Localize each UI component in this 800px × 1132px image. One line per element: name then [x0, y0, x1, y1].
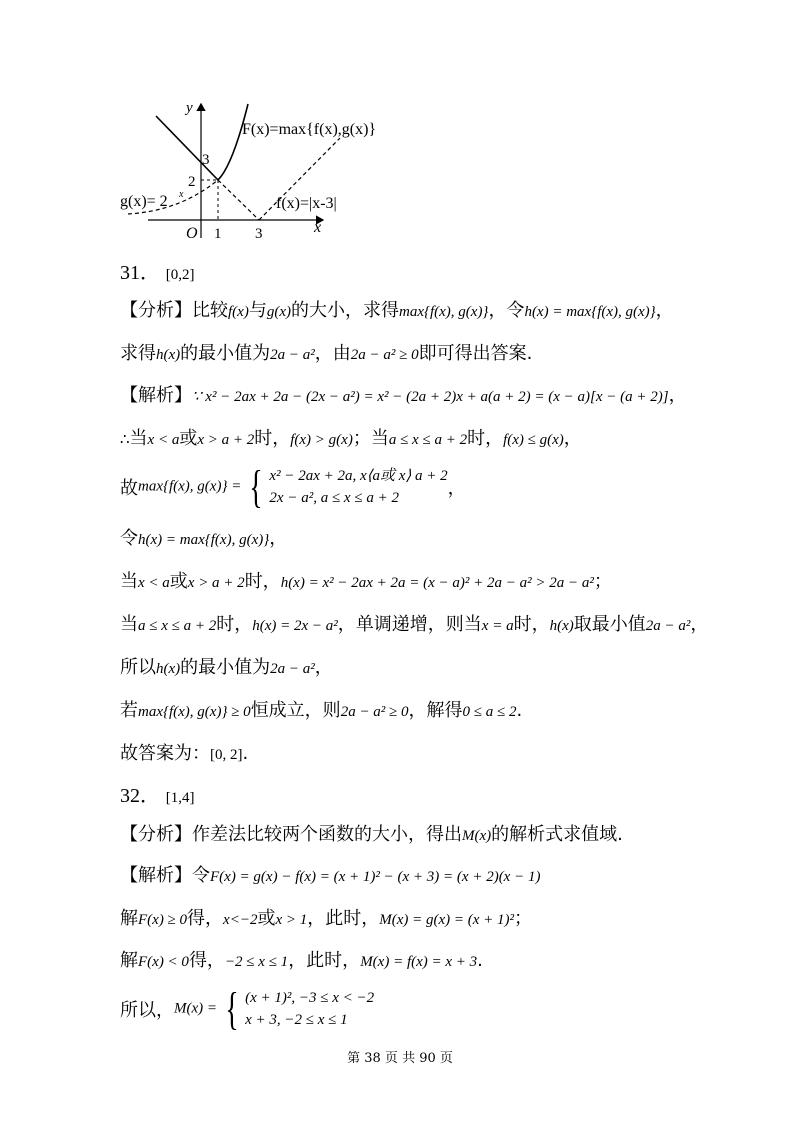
- q31-line8: 当a ≤ x ≤ a + 2时，h(x) = 2x − a²，单调递增，则当x = a时，h(x)取最小值2a − a²，: [120, 614, 709, 635]
- q31-line4: ∴当x < a或x > a + 2时，f(x) > g(x)；当a ≤ x ≤ a + 2时，f(x) ≤ g(x)，: [120, 428, 582, 449]
- page-footer: 第 38 页 共 90 页: [347, 1051, 453, 1066]
- q31-line6: 令h(x) = max{f(x), g(x)}，: [120, 528, 288, 549]
- f-label: f(x)=|x-3|: [276, 195, 337, 212]
- q31-line9: 所以h(x)的最小值为2a − a²，: [120, 657, 333, 678]
- q32-solution: 【解析】令F(x) = g(x) − f(x) = (x + 1)² − (x + 3) = (x + 2)(x − 1): [120, 865, 541, 886]
- g-label-exponent: x: [179, 189, 184, 200]
- tick-y-2: 2: [188, 174, 196, 190]
- g-label: g(x)= 2: [120, 193, 168, 210]
- q32-heading: 32． [1,4]: [120, 785, 195, 807]
- q31-answer: [0,2]: [165, 267, 195, 283]
- function-graph: [118, 96, 408, 246]
- q31-heading: 31． [0,2]: [120, 262, 195, 284]
- left-brace: {: [225, 983, 239, 1034]
- q31-final-answer: 故答案为：[0, 2].: [120, 743, 249, 764]
- y-axis-label: y: [186, 100, 193, 116]
- x-axis-label: x: [314, 219, 322, 236]
- F-curve-solid: [218, 104, 248, 180]
- q32-answer: [1,4]: [165, 790, 195, 806]
- q32-line4: 解F(x) < 0得，−2 ≤ x ≤ 1，此时，M(x) = f(x) = x + 3.: [120, 950, 483, 971]
- q32-line3: 解F(x) ≥ 0得，x<−2或x > 1，此时，M(x) = g(x) = (x + 1)²；: [120, 908, 533, 929]
- tick-x-1: 1: [214, 226, 222, 242]
- tick-y-3: 3: [202, 152, 210, 168]
- tick-x-3: 3: [255, 226, 263, 242]
- F-label: F(x)=max{f(x),g(x)}: [242, 121, 377, 138]
- q31-analysis-line2: 求得h(x)的最小值为2a − a²，由2a − a² ≥ 0即可得出答案.: [120, 343, 533, 364]
- origin-label: O: [186, 225, 198, 242]
- q31-solution: 【解析】∵ x² − 2ax + 2a − (2x − a²) = x² − (2a + 2)x + a(a + 2) = (x − a)[x − (a + 2)]，: [120, 385, 687, 406]
- q31-line5-piecewise: 故max{f(x), g(x)} = { x² − 2ax + 2a, x⟨a或 x⟩ a + 2 2x − a², a ≤ x ≤ a + 2 ，: [120, 461, 466, 512]
- q31-line7: 当x < a或x > a + 2时，h(x) = x² − 2ax + 2a = (x − a)² + 2a − a² > 2a − a²；: [120, 571, 612, 592]
- f-left-solid: [156, 116, 218, 180]
- q32-analysis: 【分析】作差法比较两个函数的大小，得出M(x)的解析式求值域.: [120, 824, 623, 845]
- q31-analysis: 【分析】比较f(x)与g(x)的大小，求得max{f(x), g(x)}，令h(x) = max{f(x), g(x)}，: [120, 300, 674, 321]
- q31-line10: 若max{f(x), g(x)} ≥ 0恒成立，则2a − a² ≥ 0，解得0 ≤ a ≤ 2.: [120, 700, 523, 721]
- q32-line5-piecewise: 所以，M(x) = { (x + 1)², −3 ≤ x < −2 x + 3, −2 ≤ x ≤ 1: [120, 983, 375, 1034]
- left-brace: {: [249, 461, 264, 512]
- f-left-dashed: [218, 180, 259, 220]
